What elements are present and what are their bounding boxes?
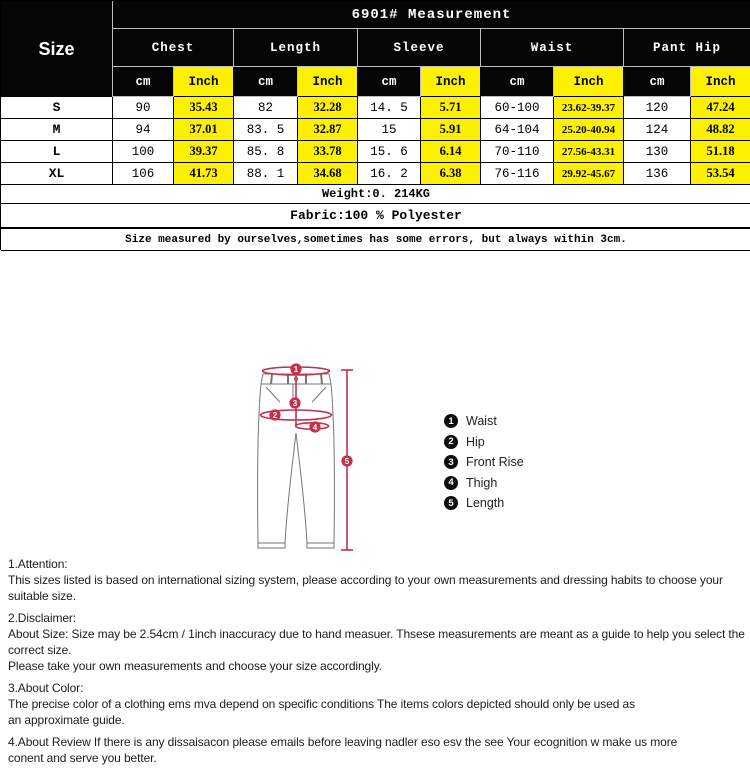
value-cell: 16. 2 (358, 163, 421, 185)
legend-label: Length (466, 496, 505, 510)
legend-item-waist (444, 414, 524, 428)
group-header-chest: Chest (113, 29, 234, 67)
value-cell: 6.14 (421, 141, 481, 163)
section-heading: 2.Disclaimer: (8, 611, 77, 625)
pants-line-art (230, 356, 420, 558)
callout-4-thigh: 4 (312, 423, 318, 432)
value-cell: 47.24 (691, 97, 750, 119)
legend-item-front-rise (444, 455, 524, 469)
value-cell: 64-104 (481, 119, 554, 141)
group-header-length: Length (234, 29, 358, 67)
about-color-section (8, 680, 746, 728)
value-cell: 34.68 (298, 163, 358, 185)
unit-header-inch: Inch (554, 67, 624, 97)
value-cell: 106 (113, 163, 174, 185)
circled-number-icon: 1 (444, 414, 458, 428)
value-cell: 27.56-43.31 (554, 141, 624, 163)
unit-header-cm: cm (624, 67, 691, 97)
size-label: L (1, 141, 113, 163)
value-cell: 23.62-39.37 (554, 97, 624, 119)
value-cell: 5.91 (421, 119, 481, 141)
value-cell: 35.43 (174, 97, 234, 119)
section-heading: 3.About Color: (8, 681, 84, 695)
group-header-waist: Waist (481, 29, 624, 67)
value-cell: 37.01 (174, 119, 234, 141)
measurement-table (0, 0, 750, 250)
attention-section (8, 556, 746, 604)
value-cell: 60-100 (481, 97, 554, 119)
value-cell: 120 (624, 97, 691, 119)
section-body-line: an approximate guide. (8, 713, 125, 727)
note-row: Size measured by ourselves,sometimes has some errors, but always within 3cm. (1, 228, 750, 251)
circled-number-icon: 5 (444, 496, 458, 510)
value-cell: 51.18 (691, 141, 750, 163)
size-column-header: Size (1, 1, 113, 97)
value-cell: 94 (113, 119, 174, 141)
unit-header-cm: cm (234, 67, 298, 97)
legend-label: Hip (466, 434, 485, 449)
section-body-line: The precise color of a clothing ems mva depend on specific conditions The items colors depicted should only be used as (8, 697, 636, 711)
circled-number-icon: 3 (444, 455, 458, 469)
value-cell: 15 (358, 119, 421, 141)
callout-1-waist: 1 (293, 365, 299, 374)
value-cell: 33.78 (298, 141, 358, 163)
legend-item-length (444, 496, 524, 510)
value-cell: 5.71 (421, 97, 481, 119)
size-label: S (1, 97, 113, 119)
value-cell: 90 (113, 97, 174, 119)
value-cell: 130 (624, 141, 691, 163)
section-body-line: This sizes listed is based on international sizing system, please according to your own measurements and dressing habits to choose your suitable size. (8, 573, 723, 603)
section-heading: 1.Attention: (8, 557, 68, 571)
value-cell: 83. 5 (234, 119, 298, 141)
table-title: 6901# Measurement (113, 1, 750, 29)
value-cell: 88. 1 (234, 163, 298, 185)
circled-number-icon: 2 (444, 435, 458, 449)
unit-header-inch: Inch (298, 67, 358, 97)
diagram-callouts (269, 363, 352, 466)
value-cell: 82 (234, 97, 298, 119)
weight-row: Weight:0. 214KG (1, 185, 750, 204)
unit-header-inch: Inch (691, 67, 750, 97)
value-cell: 53.54 (691, 163, 750, 185)
legend-label: Waist (466, 414, 497, 428)
unit-header-inch: Inch (174, 67, 234, 97)
unit-header-cm: cm (113, 67, 174, 97)
value-cell: 32.87 (298, 119, 358, 141)
unit-header-cm: cm (481, 67, 554, 97)
value-cell: 41.73 (174, 163, 234, 185)
diagram-legend (444, 414, 524, 517)
pants-measurement-diagram (230, 356, 420, 558)
info-text (8, 556, 746, 772)
callout-2-hip: 2 (272, 411, 278, 420)
about-review-section (8, 734, 746, 766)
value-cell: 32.28 (298, 97, 358, 119)
circled-number-icon: 4 (444, 476, 458, 490)
section-body-line: 4.About Review If there is any dissaisacon please emails before leaving nadler eso esv the see Your ecognition w make us more (8, 735, 678, 749)
legend-label: Front Rise (466, 455, 524, 469)
value-cell: 25.20-40.94 (554, 119, 624, 141)
group-header-pant-hip: Pant Hip (624, 29, 750, 67)
disclaimer-section (8, 610, 746, 674)
section-body-line: About Size: Size may be 2.54cm / 1inch inaccuracy due to hand measuer. Thsese measurements are meant as a guide to help you select the correct size. (8, 627, 745, 657)
value-cell: 14. 5 (358, 97, 421, 119)
unit-header-cm: cm (358, 67, 421, 97)
callout-5-length: 5 (344, 457, 350, 466)
value-cell: 70-110 (481, 141, 554, 163)
value-cell: 48.82 (691, 119, 750, 141)
section-body-line: conent and serve you better. (8, 751, 157, 765)
section-body-line: Please take your own measurements and choose your size accordingly. (8, 659, 382, 673)
value-cell: 136 (624, 163, 691, 185)
fabric-row: Fabric:100 % Polyester (1, 204, 750, 228)
legend-item-thigh (444, 476, 524, 490)
value-cell: 100 (113, 141, 174, 163)
unit-header-inch: Inch (421, 67, 481, 97)
legend-item-hip (444, 435, 524, 449)
group-header-sleeve: Sleeve (358, 29, 481, 67)
callout-3-front-rise: 3 (292, 399, 298, 408)
value-cell: 6.38 (421, 163, 481, 185)
value-cell: 29.92-45.67 (554, 163, 624, 185)
value-cell: 124 (624, 119, 691, 141)
legend-label: Thigh (466, 475, 498, 490)
value-cell: 76-116 (481, 163, 554, 185)
value-cell: 85. 8 (234, 141, 298, 163)
size-label: XL (1, 163, 113, 185)
value-cell: 15. 6 (358, 141, 421, 163)
value-cell: 39.37 (174, 141, 234, 163)
size-label: M (1, 119, 113, 141)
